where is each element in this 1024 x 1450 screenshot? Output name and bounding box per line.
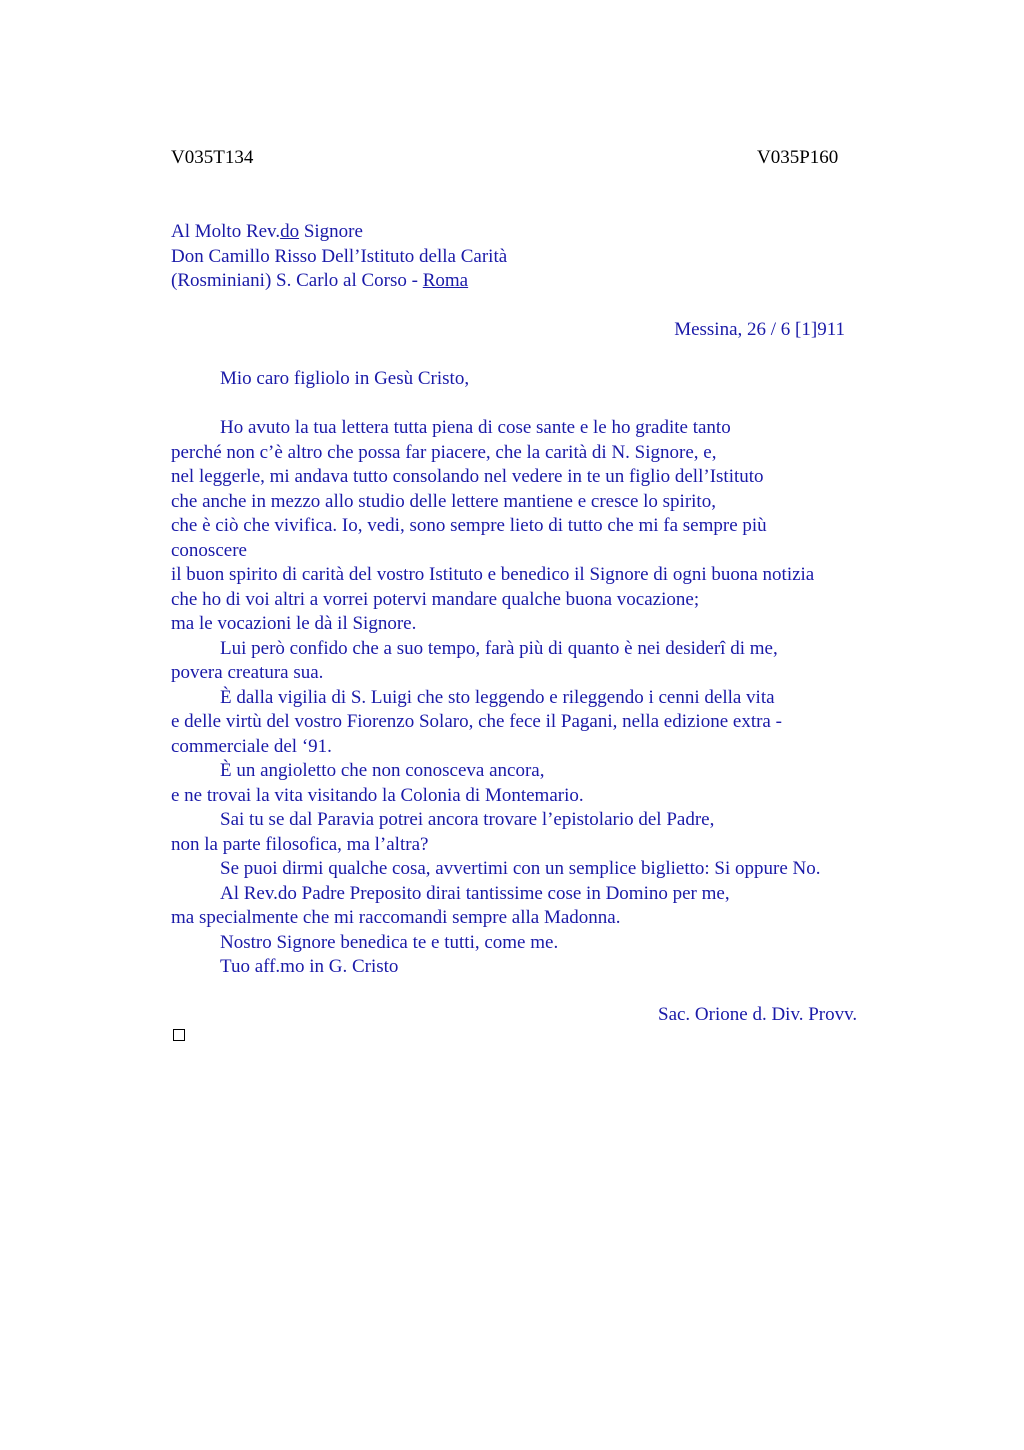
address-line-3: (Rosminiani) S. Carlo al Corso - Roma xyxy=(171,270,469,291)
body-line: Tuo aff.mo in G. Cristo xyxy=(220,956,399,977)
body-line: ma le vocazioni le dà il Signore. xyxy=(171,613,417,634)
body-line: che è ciò che vivifica. Io, vedi, sono sempre lieto di tutto che mi fa sempre più xyxy=(171,515,767,536)
body-line: e ne trovai la vita visitando la Colonia di Montemario. xyxy=(171,784,584,806)
body-line: e delle virtù del vostro Fiorenzo Solaro, che fece il Pagani, nella edizione extra - xyxy=(171,711,782,732)
body-line: povera creatura sua. xyxy=(171,662,324,683)
body-line: conoscere xyxy=(171,539,247,561)
letter-body xyxy=(171,416,891,980)
body-line: Nostro Signore benedica te e tutti, come me. xyxy=(220,931,559,953)
signature: Sac. Orione d. Div. Provv. xyxy=(658,1004,858,1025)
salutation: Mio caro figliolo in Gesù Cristo, xyxy=(220,368,470,389)
body-line: Se puoi dirmi qualche cosa, avvertimi con un semplice biglietto: Si oppure No. xyxy=(220,858,821,879)
body-line: ma specialmente che mi raccomandi sempre alla Madonna. xyxy=(171,907,621,928)
body-line: È dalla vigilia di S. Luigi che sto leggendo e rileggendo i cenni della vita xyxy=(220,686,775,708)
body-line: Al Rev.do Padre Preposito dirai tantissime cose in Domino per me, xyxy=(220,882,730,904)
body-line: perché non c’è altro che possa far piacere, che la carità di N. Signore, e, xyxy=(171,441,717,463)
address-line-1: Al Molto Rev.do Signore xyxy=(171,221,363,242)
body-line: Lui però confido che a suo tempo, farà più di quanto è nei desiderî di me, xyxy=(220,637,778,659)
body-line: Ho avuto la tua lettera tutta piena di cose sante e le ho gradite tanto xyxy=(220,417,731,438)
body-line: È un angioletto che non conosceva ancora, xyxy=(220,760,545,781)
document-code-right: V035P160 xyxy=(757,147,839,168)
body-line: che ho di voi altri a vorrei potervi mandare qualche buona vocazione; xyxy=(171,588,700,610)
end-square-icon xyxy=(173,1029,185,1041)
document-code-left: V035T134 xyxy=(171,147,254,168)
body-line: non la parte filosofica, ma l’altra? xyxy=(171,833,429,855)
body-line: che anche in mezzo allo studio delle lettere mantiene e cresce lo spirito, xyxy=(171,490,716,512)
place-date-line: Messina, 26 / 6 [1]911 xyxy=(674,319,845,340)
body-line: il buon spirito di carità del vostro Istituto e benedico il Signore di ogni buona notizia xyxy=(171,564,815,585)
address-line-2: Don Camillo Risso Dell’Istituto della Carità xyxy=(171,245,508,267)
address-block xyxy=(171,220,871,294)
body-line: nel leggerle, mi andava tutto consolando nel vedere in te un figlio dell’Istituto xyxy=(171,466,764,487)
body-line: Sai tu se dal Paravia potrei ancora trovare l’epistolario del Padre, xyxy=(220,809,715,830)
body-line: commerciale del ‘91. xyxy=(171,735,332,757)
